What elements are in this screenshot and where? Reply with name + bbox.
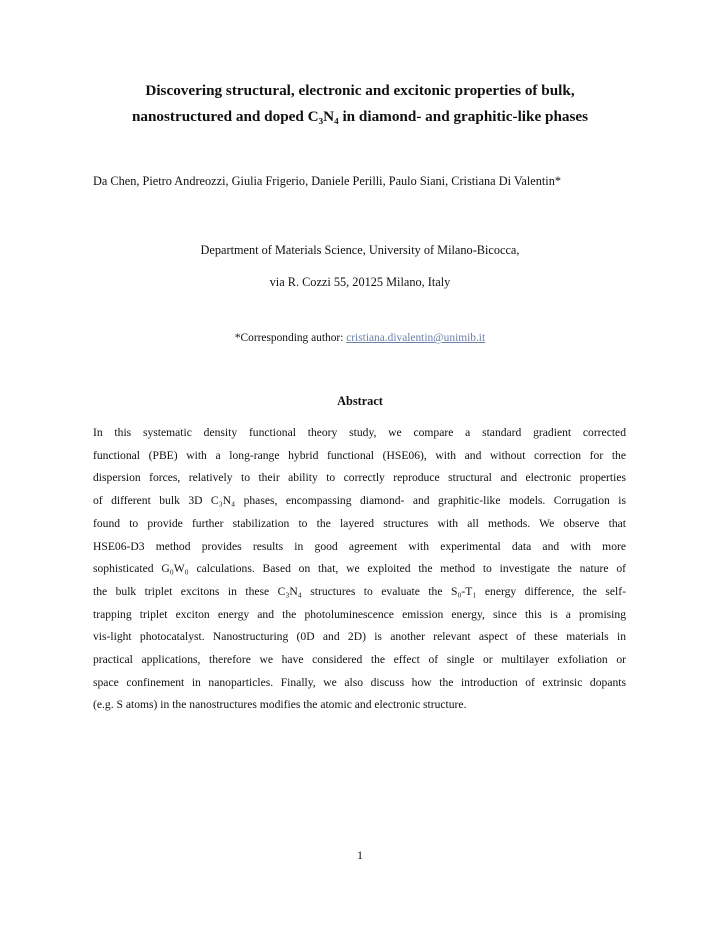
affiliation	[60, 234, 660, 298]
affiliation-line-1: Department of Materials Science, University of Milano-Bicocca,	[200, 243, 520, 257]
title-line-2: nanostructured and doped C₃N₄ in diamond- and graphitic-like phases	[131, 108, 589, 125]
abstract-line: HSE06-D3 method provides results in good agreement with experimental data and with more	[93, 539, 626, 553]
author-list: Da Chen, Pietro Andreozzi, Giulia Frigerio, Daniele Perilli, Paulo Siani, Cristiana Di Valentin*	[93, 174, 561, 188]
abstract-line: space confinement in nanoparticles. Finally, we also discuss how the introduction of extrinsic dopants	[93, 675, 626, 689]
abstract-line: functional (PBE) with a long-range hybrid functional (HSE06), with and without correction for the	[93, 448, 626, 462]
corresponding-author	[60, 329, 660, 347]
page-number: 1	[357, 848, 363, 862]
abstract-line: In this systematic density functional theory study, we compare a standard gradient corrected	[93, 426, 626, 439]
title-line-1: Discovering structural, electronic and excitonic properties of bulk,	[145, 82, 575, 99]
abstract-line: practical applications, therefore we have considered the effect of single or multilayer exfoliation or	[93, 653, 626, 667]
affiliation-line-2: via R. Cozzi 55, 20125 Milano, Italy	[269, 275, 451, 289]
abstract-line: found to provide further stabilization to the layered structures with all methods. We observe that	[93, 516, 626, 530]
abstract-heading: Abstract	[337, 394, 383, 408]
corresponding-email-link[interactable]: cristiana.divalentin@unimib.it	[346, 332, 486, 344]
abstract-line: sophisticated G₀W₀ calculations. Based on that, we exploited the method to investigate the nature of	[93, 562, 626, 576]
corresponding-label: *Corresponding author:	[234, 332, 347, 344]
abstract-body	[93, 422, 626, 717]
paper-title	[60, 78, 660, 130]
abstract-line: trapping triplet exciton energy and the photoluminescence emission energy, since this is a promising	[93, 607, 626, 621]
abstract-line: dispersion forces, relatively to their ability to correctly reproduce structural and electronic properties	[93, 471, 626, 485]
abstract-line: (e.g. S atoms) in the nanostructures modifies the atomic and electronic structure.	[93, 698, 467, 712]
abstract-line: of different bulk 3D C₃N₄ phases, encompassing diamond- and graphitic-like models. Corrugation is	[93, 494, 626, 508]
abstract-line: the bulk triplet excitons in these C₃N₄ structures to evaluate the S₀-T₁ energy difference, the self-	[93, 584, 626, 598]
abstract-line: vis-light photocatalyst. Nanostructuring (0D and 2D) is another relevant aspect of these materials in	[93, 630, 626, 644]
